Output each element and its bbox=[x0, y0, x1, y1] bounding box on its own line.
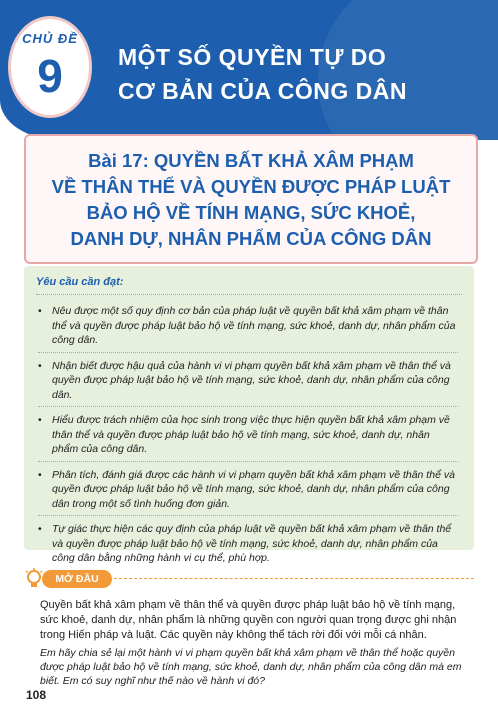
opening-divider bbox=[114, 578, 474, 579]
lesson-title-line4: DANH DỰ, NHÂN PHẨM CỦA CÔNG DÂN bbox=[70, 228, 432, 249]
chapter-badge-number: 9 bbox=[37, 50, 63, 102]
chapter-title-line1: MỘT SỐ QUYỀN TỰ DO bbox=[118, 44, 387, 70]
opening-intro-text: Quyền bất khả xâm phạm về thân thể và quyền được pháp luật bảo hộ về tính mạng, sức khoẻ, danh dự, nhân phẩm là những quyền con người quan trọng được ghi nhận trong Hiến pháp và luật. Các quyền này không thể tách rời đối với mỗi cá nhân. bbox=[40, 599, 457, 641]
lesson-title-line2: VỀ THÂN THỂ VÀ QUYỀN ĐƯỢC PHÁP LUẬT bbox=[51, 176, 451, 197]
opening-question-text: Em hãy chia sẻ lại một hành vi vi phạm quyền bất khả xâm phạm về thân thể hoặc quyền được pháp luật bảo hộ về tính mạng, sức khoẻ, danh dự, nhân phẩm của công dân mà em biết. Em có suy nghĩ như thế nào về hành vi đó? bbox=[40, 647, 462, 687]
requirements-divider bbox=[36, 294, 462, 295]
chapter-title bbox=[118, 40, 478, 108]
opening-section-header bbox=[24, 570, 474, 588]
lesson-title-line1: Bài 17: QUYỀN BẤT KHẢ XÂM PHẠM bbox=[88, 150, 414, 171]
chapter-badge-label: CHỦ ĐỀ bbox=[22, 31, 78, 46]
lesson-title-line3: BẢO HỘ VỀ TÍNH MẠNG, SỨC KHOẺ, bbox=[86, 202, 416, 223]
requirement-item: • Nêu được một số quy định cơ bản của pháp luật về quyền bất khả xâm phạm về thân thể và quyền được pháp luật bảo hộ về tính mạng, sức khoẻ, danh dự, nhân phẩm của công dân. bbox=[38, 304, 458, 353]
requirement-item: • Tự giác thực hiện các quy định của pháp luật về quyền bất khả xâm phạm về thân thể và quyền được pháp luật bảo hộ về tính mạng, sức khoẻ, danh dự, nhân phẩm của công dân bằng những hành vi cụ thể, phù hợp. bbox=[38, 522, 458, 570]
requirement-item: • Phân tích, đánh giá được các hành vi vi phạm quyền bất khả xâm phạm về thân thể và quyền được pháp luật bảo hộ về tính mạng, sức khoẻ, danh dự, nhân phẩm của công dân trong một số tình huống đơn giản. bbox=[38, 468, 458, 517]
opening-label: MỞ ĐẦU bbox=[55, 573, 99, 585]
requirements-list bbox=[38, 304, 458, 576]
chapter-title-line2: CƠ BẢN CỦA CÔNG DÂN bbox=[118, 78, 407, 104]
page-number: 108 bbox=[26, 688, 47, 702]
lesson-title-box bbox=[24, 134, 478, 264]
lesson-title bbox=[26, 148, 476, 252]
chapter-header bbox=[0, 0, 498, 140]
requirements-heading: Yêu cầu cần đạt: bbox=[36, 276, 124, 288]
chapter-badge bbox=[8, 16, 92, 118]
lightbulb-icon bbox=[24, 568, 44, 590]
requirements-box bbox=[24, 266, 474, 564]
requirement-item: • Nhận biết được hậu quả của hành vi vi phạm quyền bất khả xâm phạm về thân thể và quyền được pháp luật bảo hộ về tính mạng, sức khoẻ, danh dự, nhân phẩm của công dân. bbox=[38, 359, 458, 408]
requirement-item: • Hiểu được trách nhiệm của học sinh trong việc thực hiện quyền bất khả xâm phạm về thân thể và quyền được pháp luật bảo hộ về tính mạng, sức khoẻ, danh dự, nhân phẩm của công dân. bbox=[38, 413, 458, 462]
